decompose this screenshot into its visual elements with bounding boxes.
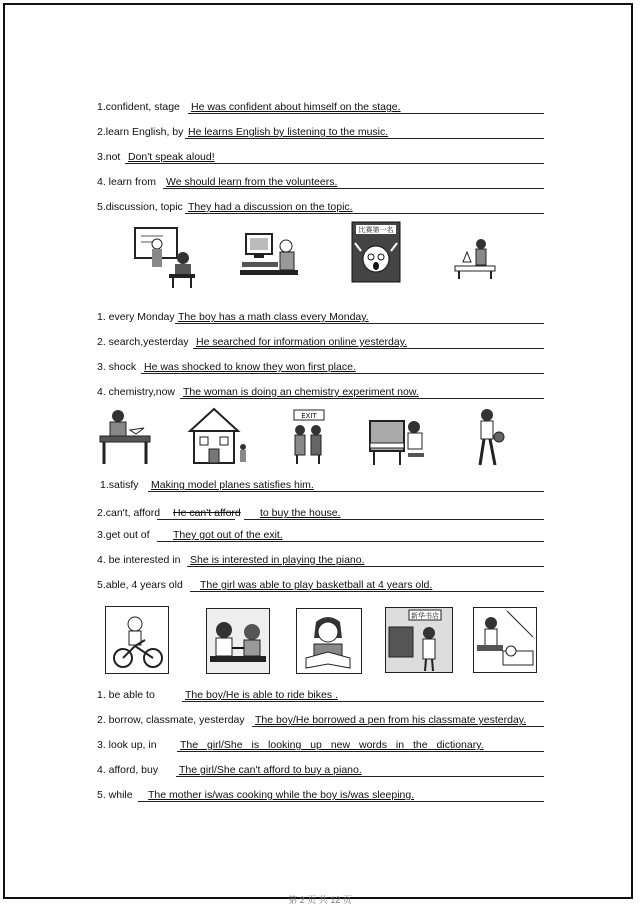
answer-blank <box>182 688 544 702</box>
exercise-line <box>97 150 544 164</box>
answer-blank <box>175 310 544 324</box>
answer-text: The girl/She can't afford to buy a piano. <box>179 764 362 776</box>
answer-blank <box>157 528 544 542</box>
exercise-line <box>97 385 544 399</box>
answer-blank-1 <box>157 506 241 520</box>
answer-text: She is interested in playing the piano. <box>190 554 365 566</box>
answer-text-struck: He can't afford <box>173 507 241 519</box>
page-footer: 第 2 页 共 12 页 <box>288 895 352 905</box>
prompt: 2.learn English, by <box>97 126 184 138</box>
answer-blank <box>190 578 544 592</box>
picture-chemistry-experiment <box>451 236 499 280</box>
picture-computer-search <box>240 232 300 284</box>
exercise-line <box>97 100 544 114</box>
prompt: 3.get out of <box>97 529 150 541</box>
exercise-line <box>97 200 544 214</box>
answer-blank <box>163 175 544 189</box>
picture-boy-bike <box>105 606 169 674</box>
exit-sign-text: EXIT <box>301 412 317 420</box>
answer-text: The girl/She is looking up new words in the dictionary. <box>180 739 484 751</box>
prompt: 1.confident, stage <box>97 101 180 113</box>
exercise-line <box>97 335 544 349</box>
answer-blank <box>185 125 544 139</box>
prompt: 5. while <box>97 789 133 801</box>
answer-text: Don't speak aloud! <box>128 151 215 163</box>
prompt: 1. be able to <box>97 689 155 701</box>
prompt: 5.able, 4 years old <box>97 579 183 591</box>
answer-blank <box>141 360 544 374</box>
answer-blank-2 <box>244 506 544 520</box>
picture-shocked-boy <box>351 221 401 283</box>
answer-blank <box>193 335 544 349</box>
answer-text: He searched for information online yesterday. <box>196 336 408 348</box>
picture-piano-shop <box>385 607 453 673</box>
answer-text: The boy/He borrowed a pen from his classmate yesterday. <box>255 714 527 726</box>
answer-blank <box>252 713 544 727</box>
answer-text: They had a discussion on the topic. <box>188 201 353 213</box>
answer-text: The mother is/was cooking while the boy is/was sleeping. <box>148 789 415 801</box>
answer-text: He was confident about himself on the stage. <box>191 101 401 113</box>
prompt: 4. be interested in <box>97 554 181 566</box>
answer-text: Making model planes satisfies him. <box>151 479 314 491</box>
picture-math-class <box>133 224 197 290</box>
prompt: 3. look up, in <box>97 739 157 751</box>
answer-blank <box>187 553 544 567</box>
answer-blank <box>185 200 544 214</box>
answer-blank <box>177 738 544 752</box>
exercise-line <box>97 578 544 592</box>
picture-dictionary <box>296 608 362 674</box>
answer-blank <box>176 763 544 777</box>
exercise-line <box>97 175 544 189</box>
poster-text: 比赛第一名 <box>358 226 394 234</box>
answer-blank <box>125 150 544 164</box>
answer-text: The woman is doing an chemistry experiment now. <box>183 386 419 398</box>
answer-text: They got out of the exit. <box>173 529 283 541</box>
answer-text: to buy the house. <box>260 507 341 519</box>
prompt: 2. search,yesterday <box>97 336 189 348</box>
prompt: 4. afford, buy <box>97 764 159 776</box>
answer-text: The boy has a math class every Monday. <box>178 311 369 323</box>
answer-text: He learns English by listening to the music. <box>188 126 389 138</box>
prompt: 1.satisfy <box>100 479 139 491</box>
exercise-line <box>97 688 544 702</box>
exercise-line <box>97 763 544 777</box>
answer-blank <box>188 100 544 114</box>
picture-girl-basketball <box>471 407 507 469</box>
exercise-line <box>97 310 544 324</box>
prompt: 2.can't, afford <box>97 507 161 519</box>
picture-cooking-sleeping <box>473 607 537 673</box>
exercise-line <box>97 125 544 139</box>
exercise-line <box>97 528 544 542</box>
exercise-line <box>97 788 544 802</box>
answer-text: The boy/He is able to ride bikes . <box>185 689 338 701</box>
exercise-line <box>97 713 544 727</box>
exercise-line <box>97 738 544 752</box>
prompt: 4. learn from <box>97 176 156 188</box>
picture-borrow-pen <box>206 608 270 674</box>
picture-house <box>186 405 250 467</box>
shop-sign-text: 新华书店 <box>411 612 439 620</box>
prompt: 5.discussion, topic <box>97 201 183 213</box>
answer-blank <box>180 385 544 399</box>
prompt: 1. every Monday <box>97 311 175 323</box>
prompt: 4. chemistry,now <box>97 386 175 398</box>
picture-boy-model-plane <box>98 408 152 466</box>
answer-blank <box>148 478 544 492</box>
exercise-line <box>97 553 544 567</box>
prompt: 3.not <box>97 151 121 163</box>
answer-text: We should learn from the volunteers. <box>166 176 338 188</box>
picture-exit <box>286 408 330 466</box>
picture-girl-piano <box>368 413 430 467</box>
answer-text: The girl was able to play basketball at 4 years old. <box>200 579 433 591</box>
exercise-line <box>97 360 544 374</box>
prompt: 2. borrow, classmate, yesterday <box>97 714 245 726</box>
answer-blank <box>138 788 544 802</box>
exercise-line <box>97 478 544 492</box>
prompt: 3. shock <box>97 361 137 373</box>
answer-text: He was shocked to know they won first place. <box>144 361 356 373</box>
exercise-line <box>97 506 544 520</box>
